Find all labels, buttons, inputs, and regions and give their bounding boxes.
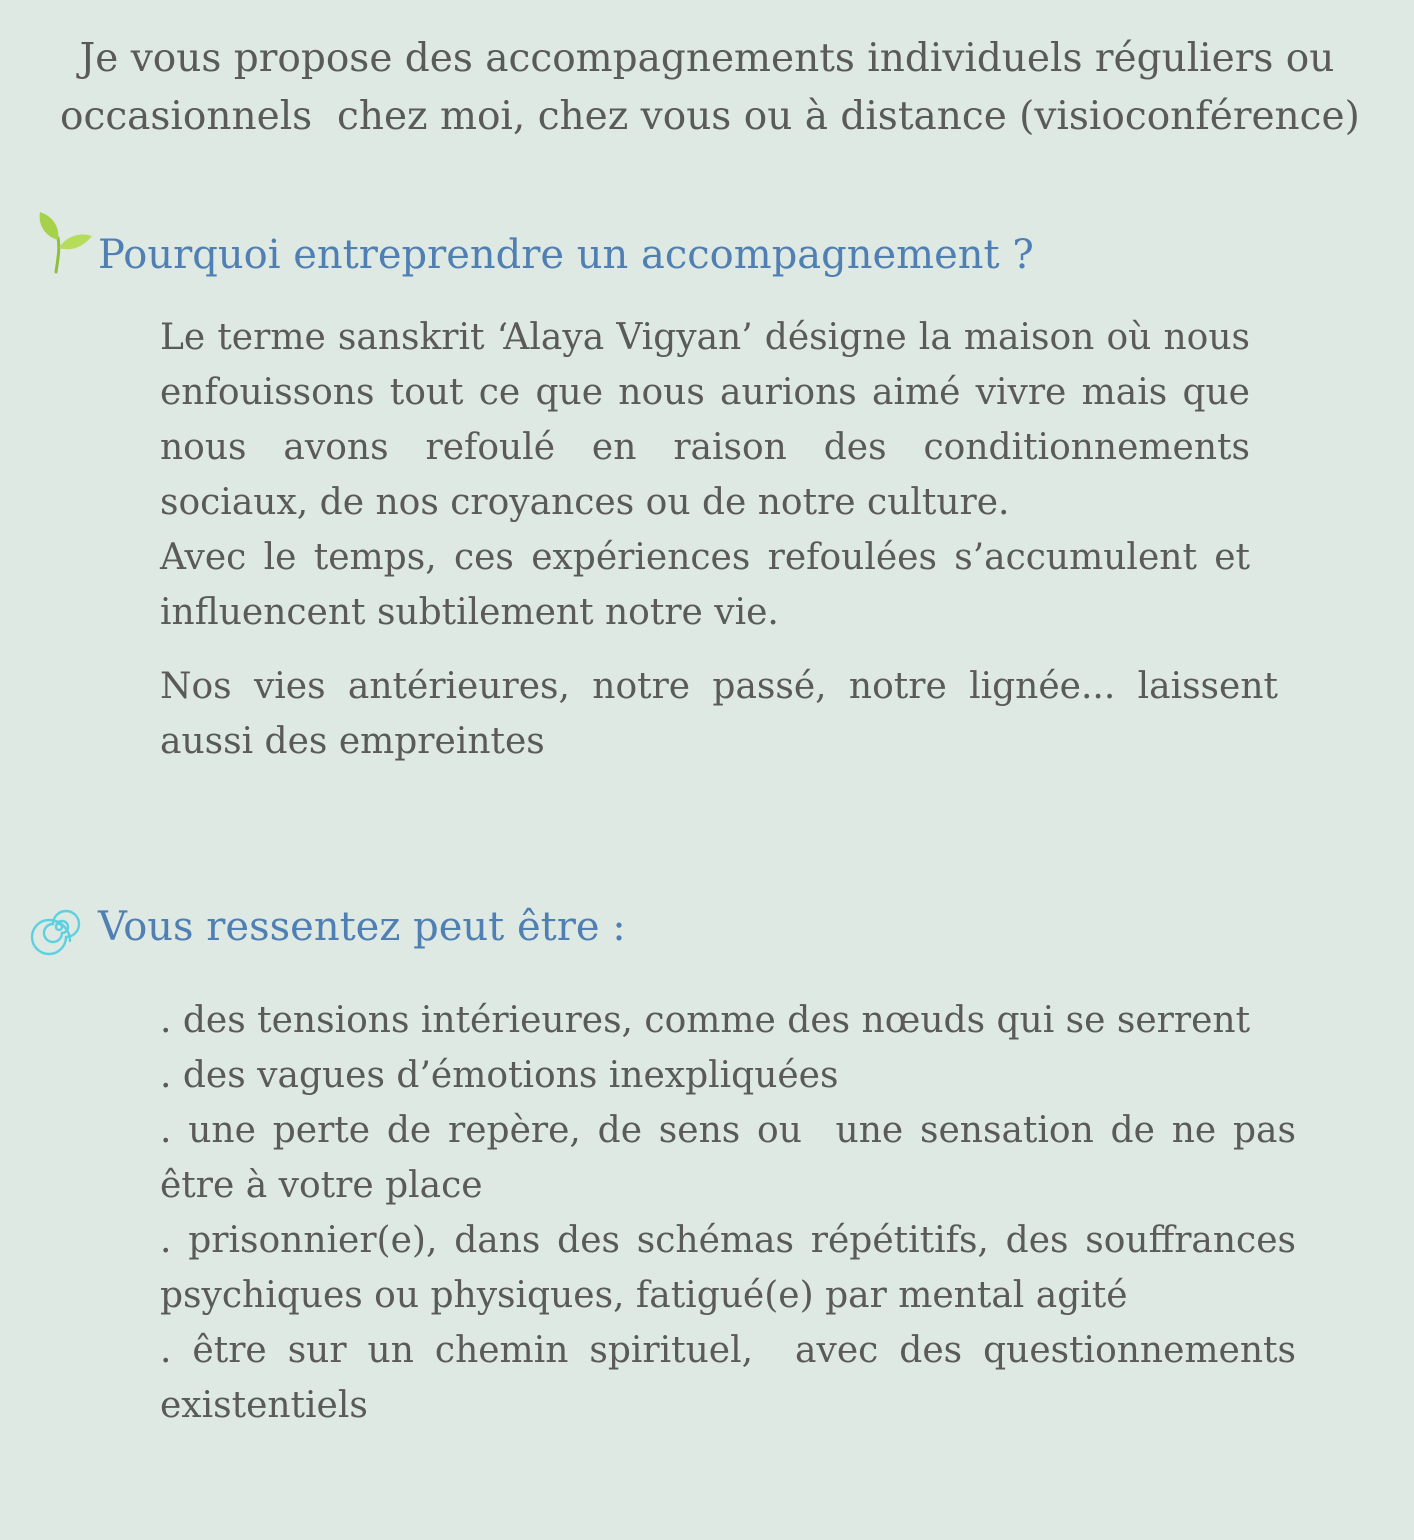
list-item: . une perte de repère, de sens ou une sensation de ne pas être à votre place <box>160 1110 1308 1206</box>
intro-text <box>60 30 1360 146</box>
leaf-icon <box>36 208 96 276</box>
list-item: . des vagues d’émotions inexpliquées <box>160 1055 839 1096</box>
section-title-why: Pourquoi entreprendre un accompagnement ? <box>98 232 1034 278</box>
spiral-icon <box>30 898 88 956</box>
paragraph-empreintes: Nos vies antérieures, notre passé, notre lignée... laissent aussi des empreintes <box>160 666 1278 762</box>
list-item: . prisonnier(e), dans des schémas répétitifs, des souffrances psychiques ou physiques, fatigué(e) par mental agité <box>160 1220 1308 1316</box>
intro-line-2: occasionnels chez moi, chez vous ou à distance (visioconférence) <box>60 94 1360 139</box>
paragraph-alaya-part-2: Avec le temps, ces expériences refoulées s’accumulent et influencent subtilement notre vie. <box>160 537 1250 633</box>
section-title-feelings: Vous ressentez peut être : <box>98 904 626 950</box>
intro-line-1: Je vous propose des accompagnements individuels réguliers ou <box>79 36 1335 81</box>
list-item: . être sur un chemin spirituel, avec des questionnements existentiels <box>160 1330 1308 1426</box>
paragraph-alaya-vigyan <box>160 310 1250 640</box>
list-item: . des tensions intérieures, comme des nœuds qui se serrent <box>160 1000 1251 1041</box>
feelings-list <box>160 993 1308 1433</box>
paragraph-alaya-part-1: Le terme sanskrit ‘Alaya Vigyan’ désigne la maison où nous enfouissons tout ce que nous aurions aimé vivre mais que nous avons refoulé en raison des conditionnements sociaux, de nos croyances ou de notre culture. <box>160 317 1250 523</box>
